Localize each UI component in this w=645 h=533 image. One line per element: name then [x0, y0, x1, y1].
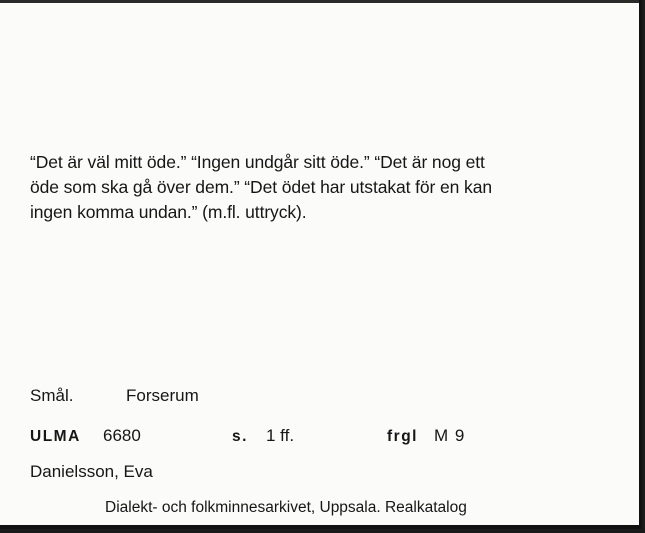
archive-footer: Dialekt- och folkminnesarkivet, Uppsala. Realkatalog — [105, 499, 467, 516]
quote-line-3: ingen komma undan.” (m.fl. uttryck). — [30, 202, 307, 222]
questionnaire-label: frgl — [387, 428, 418, 445]
archive-number: 6680 — [103, 426, 141, 445]
card-quote-text — [30, 150, 620, 225]
recorder-name: Danielsson, Eva — [30, 462, 153, 481]
questionnaire-value: M 9 — [434, 426, 466, 445]
quote-line-1: “Det är väl mitt öde.” “Ingen undgår sitt öde.” “Det är nog ett — [30, 152, 485, 172]
parish: Forserum — [126, 386, 199, 405]
pages-value: 1 ff. — [266, 426, 295, 445]
quote-line-2: öde som ska gå över dem.” “Det ödet har utstakat för en kan — [30, 177, 492, 197]
province: Smål. — [30, 386, 74, 405]
pages-label: s. — [232, 428, 248, 445]
archive-code: ULMA — [30, 428, 81, 445]
